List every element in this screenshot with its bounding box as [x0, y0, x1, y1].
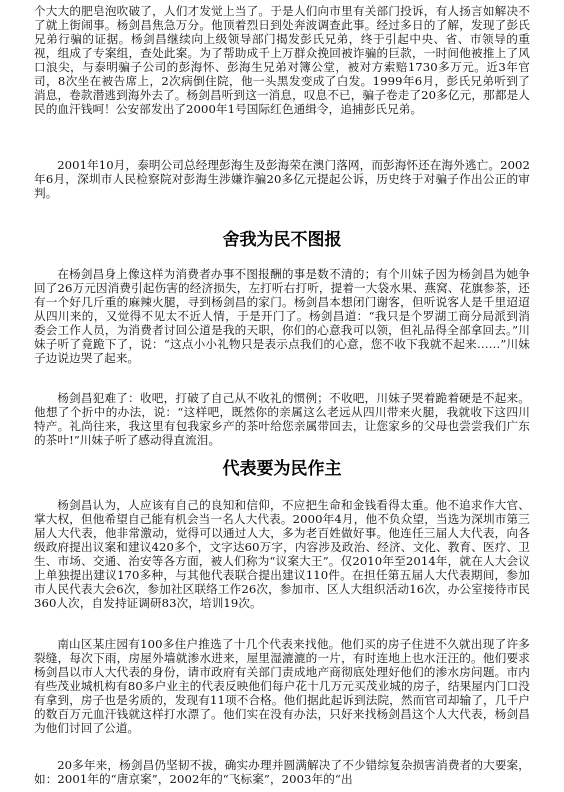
section-heading-selfless-service: 舍我为民不图报	[222, 230, 342, 250]
paragraph-major-cases: 20多年来，杨剑昌仍坚韧不拔，确实办理并圆满解决了不少错综复杂损害消费者的大要案，如：2001年的“唐京案”，2002年的“飞标案”，2003年的“出	[34, 758, 530, 786]
section-heading-representative: 代表要为民作主	[222, 459, 342, 479]
paragraph-housing-complaints: 南山区某庄园有100多住户推选了十几个代表来找他。他们买的房子住进不久就出现了许多裂缝，每次下雨，房屋外墙就渗水进来，屋里湿漉漉的一片，有时连地上也水汪汪的。他们要求杨剑昌以市人大代表的身份，请市政府有关部门责成地产商彻底处理好他们的渗水房问题。市内有些茂业城机构有80多户业主的代表反映他们每户花十几万元买茂业城的房子，结果屋内门口没有拿到，房子也是劣质的，发现有11项不合格。他们据此起诉到法院，然而官司却输了，几千户的数百万元血汗钱就这样打水漂了。他们实在没有办法，只好来找杨剑昌这个人大代表，杨剑昌为他们讨回了公道。	[34, 637, 530, 735]
paragraph-sichuan-girl-visit: 在杨剑昌身上像这样为消费者办事不图报酬的事是数不清的；有个川妹子因为杨剑昌为她争回了26万元因消费引起伤害的经济损失，左打听右打听，提着一大袋水果、燕窝、花旗参茶，还有一个好几斤重的麻辣火腿，寻到杨剑昌的家门。杨剑昌本想闭门谢客，但听说客人是千里迢迢从四川来的，又觉得不见太不近人情，于是开门了。杨剑昌道：“我只是个罗湖工商分局派到消委会工作人员，为消费者讨回公道是我的天职，你们的心意我可以领，但礼品得全部拿回去。”川妹子听了竟跪下了，说：“这点小小礼物只是表示点我们的心意，您不收下我就不起来……”川妹子边说边哭了起来。	[34, 267, 530, 365]
paragraph-gift-compromise: 杨剑昌犯难了：收吧，打破了自己从不收礼的惯例；不收吧，川妹子哭着跪着硬是不起来。他想了个折中的办法，说：“这样吧，既然你的亲属这么老远从四川带来火腿，我就收下这四川特产。礼尚往来，我这里有包我家乡产的茶叶给您亲属带回去，让您家乡的父母也尝尝我们广东的茶叶!”川妹子听了感动得直流泪。	[34, 391, 530, 447]
paragraph-trial-outcome: 2001年10月，泰明公司总经理彭海生及彭海荣在澳门落网，而彭海怀还在海外逃亡。2002年6月，深圳市人民检察院对彭海生涉嫌诈骗20多亿元提起公诉，历史终于对骗子作出公正的审判。	[34, 158, 530, 200]
paragraph-peng-brothers-case: 个大大的肥皂泡吹破了，人们才发觉上当了。于是人们向市里有关部门投诉，有人扬言如解决不了就上街闹事。杨剑昌焦急万分。他顶着烈日到处奔波调查此事。经过多日的了解，发现了彭氏兄弟行骗的证据。杨剑昌继续向上级领导部门揭发彭氏兄弟，终于引起中央、省、市领导的重视，组成了专案组，查处此案。为了帮助成千上万群众挽回被诈骗的巨款，一时间他被推上了风口浪尖，与泰明骗子公司的彭海怀、彭海生兄弟对簿公堂，被对方索赔1730多万元。近3年官司，8次坐在被告席上，2次病倒住院，他一头黑发变成了白发。1999年6月，彭氏兄弟听到了消息，卷款潜逃到海外去了。杨剑昌听到这一消息，叹息不已，骗子卷走了20多亿元，那都是人民的血汗钱呵！公安部发出了2000年1号国际红色通缉令，追捕彭氏兄弟。	[34, 4, 530, 116]
paragraph-npc-representative: 杨剑昌认为，人应该有自己的良知和信仰，不应把生命和金钱看得太重。他不追求作大官、掌大权，但他希望自己能有机会当一名人大代表。2000年4月，他不负众望，当选为深圳市第三届人大代表，他非常激动，觉得可以通过人大，多为老百姓做好事。他连任三届人大代表，向各级政府提出议案和建议420多个，文字达60万字，内容涉及政治、经济、文化、教育、医疗、卫生、市场、交通、治安等各方面，被人们称为“议案大王”。仅2010年至2014年，就在人大会议上单独提出建议170多种，与其他代表联合提出建议110件。在担任第五届人大代表期间，参加市人民代表大会6次，参加社区联络工作26次，参加市、区人大组织活动16次，办公室接待市民360人次，自发持证调研83次，培训19次。	[34, 498, 530, 610]
